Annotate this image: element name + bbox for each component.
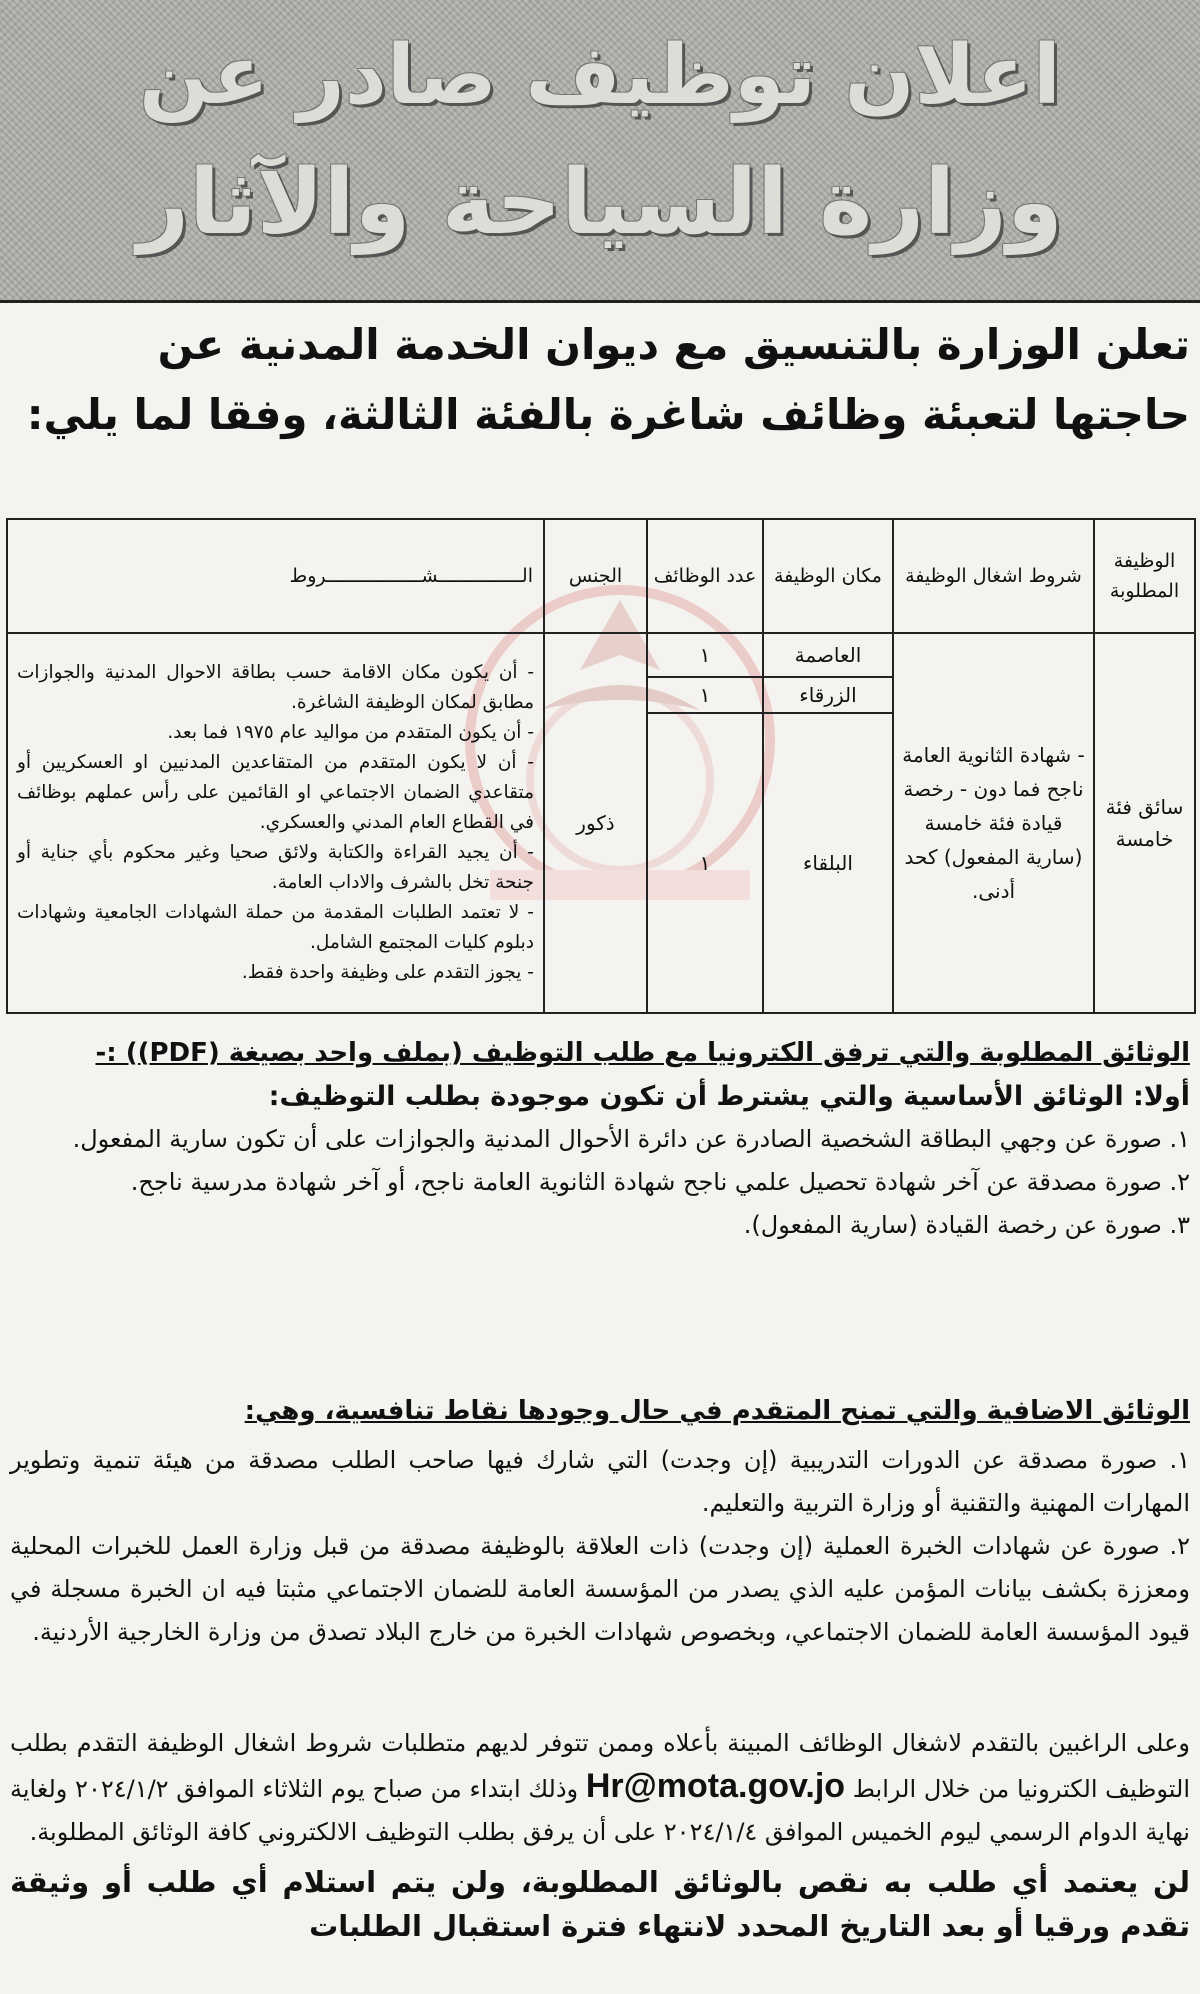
location-cell: العاصمة <box>763 633 893 677</box>
application-email-link[interactable]: Hr@mota.gov.jo <box>585 1767 846 1805</box>
banner-title-line2: وزارة السياحة والآثار <box>137 150 1063 255</box>
table-header-row <box>7 519 1195 633</box>
basic-document-item: ١. صورة عن وجهي البطاقة الشخصية الصادرة عن دائرة الأحوال المدنية والجوازات على أن تكون سارية المفعول. <box>72 1125 1190 1153</box>
intro-line1: تعلن الوزارة بالتنسيق مع ديوان الخدمة المدنية عن <box>157 320 1190 369</box>
documents-heading: الوثائق المطلوبة والتي ترفق الكترونيا مع طلب التوظيف (بملف واحد بصيغة (PDF)) :- <box>95 1038 1190 1068</box>
intro-line2: حاجتها لتعبئة وظائف شاغرة بالفئة الثالثة، وفقا لما يلي: <box>26 390 1190 439</box>
gender-cell: ذكور <box>544 633 647 1013</box>
header-conditions: الـــــــــــــــشـــــــــــــــــروط <box>7 519 544 633</box>
conditions-list <box>9 654 542 992</box>
instructions-paragraph <box>10 1722 1190 1854</box>
conditions-cell <box>7 633 544 1013</box>
location-cell: الزرقاء <box>763 677 893 713</box>
condition-item: - أن يجيد القراءة والكتابة ولائق صحيا وغير محكوم بأي جناية أو جنحة تخل بالشرف والاداب العامة. <box>17 842 534 893</box>
condition-item: - أن لا يكون المتقدم من المتقاعدين المدنيين او العسكريين أو متقاعدي الضمان الاجتماعي او القائمين على رأس عملهم بوظائف في القطاع العام المدني والعسكري. <box>17 752 534 833</box>
additional-document-item: ٢. صورة عن شهادات الخبرة العملية (إن وجدت) ذات العلاقة بالوظيفة مصدقة من قبل وزارة العمل للخبرات المحلية ومعززة بكشف بيانات المؤمن عليه الذي يصدر من المؤسسة العامة للضمان الاجتماعي مثبتا فيه ان الخبرة مسجلة في قيود المؤسسة العامة للضمان الاجتماعي، وبخصوص شهادات الخبرة من خارج البلاد تصدق من وزارة الخارجية الأردنية. <box>10 1532 1190 1646</box>
instructions-dates: وذلك ابتداء من صباح يوم الثلاثاء الموافق ٢٠٢٤/١/٢ ولغاية نهاية الدوام الرسمي ليوم الخميس الموافق ٢٠٢٤/١/٤ على أن يرفق بطلب التوظيف الالكتروني كافة الوثائق المطلوبة. <box>10 1775 1190 1846</box>
header-location: مكان الوظيفة <box>763 519 893 633</box>
count-cell: ١ <box>647 677 763 713</box>
count-cell: ١ <box>647 713 763 1013</box>
jobs-table <box>6 518 1196 1014</box>
condition-item: - أن يكون مكان الاقامة حسب بطاقة الاحوال المدنية والجوازات مطابق لمكان الوظيفة الشاغرة. <box>17 662 534 713</box>
banner-title-line1: اعلان توظيف صادر عن <box>139 28 1061 123</box>
application-instructions <box>10 1722 1190 1948</box>
additional-document-item: ١. صورة مصدقة عن الدورات التدريبية (إن وجدت) التي شارك فيها صاحب الطلب مصدقة من هيئة تنمية وتطوير المهارات المهنية والتقنية أو وزارة التربية والتعليم. <box>10 1446 1190 1517</box>
requirements-cell: - شهادة الثانوية العامة ناجح فما دون - رخصة قيادة فئة خامسة (سارية المفعول) كحد أدنى. <box>893 633 1094 1013</box>
job-title-cell: سائق فئة خامسة <box>1094 633 1195 1013</box>
header-count: عدد الوظائف <box>647 519 763 633</box>
basic-document-item: ٢. صورة مصدقة عن آخر شهادة تحصيل علمي ناجح شهادة الثانوية العامة ناجح، أو آخر شهادة مدرسية ناجح. <box>130 1168 1190 1196</box>
count-cell: ١ <box>647 633 763 677</box>
header-job: الوظيفة المطلوبة <box>1094 519 1195 633</box>
table-row <box>7 633 1195 677</box>
header-requirements: شروط اشغال الوظيفة <box>893 519 1094 633</box>
location-cell: البلقاء <box>763 713 893 1013</box>
additional-documents-heading: الوثائق الاضافية والتي تمنح المتقدم في حال وجودها نقاط تنافسية، وهي: <box>244 1396 1190 1426</box>
final-notice: لن يعتمد أي طلب به نقص بالوثائق المطلوبة، ولن يتم استلام أي طلب أو وثيقة تقدم ورقيا أو بعد التاريخ المحدد لانتهاء فترة استقبال الطلبات <box>10 1865 1190 1943</box>
basic-documents-heading: أولا: الوثائق الأساسية والتي يشترط أن تكون موجودة بطلب التوظيف: <box>268 1081 1190 1112</box>
required-documents-section <box>10 1032 1190 1247</box>
basic-document-item: ٣. صورة عن رخصة القيادة (سارية المفعول). <box>743 1211 1190 1239</box>
condition-item: - لا تعتمد الطلبات المقدمة من حملة الشهادات الجامعية وشهادات دبلوم كليات المجتمع الشامل. <box>17 902 534 953</box>
header-gender: الجنس <box>544 519 647 633</box>
additional-documents-section <box>10 1390 1190 1654</box>
instructions-text: وعلى الراغبين بالتقدم لاشغال الوظائف المبينة بأعلاه وممن تتوفر لديهم متطلبات شروط اشغال الوظيفة التقدم بطلب التوظيف الكترونيا من خلال الرابط <box>10 1729 1190 1803</box>
intro-paragraph <box>10 310 1190 450</box>
title-banner <box>0 0 1200 303</box>
condition-item: - يجوز التقدم على وظيفة واحدة فقط. <box>241 962 534 983</box>
condition-item: - أن يكون المتقدم من مواليد عام ١٩٧٥ فما بعد. <box>167 722 534 743</box>
